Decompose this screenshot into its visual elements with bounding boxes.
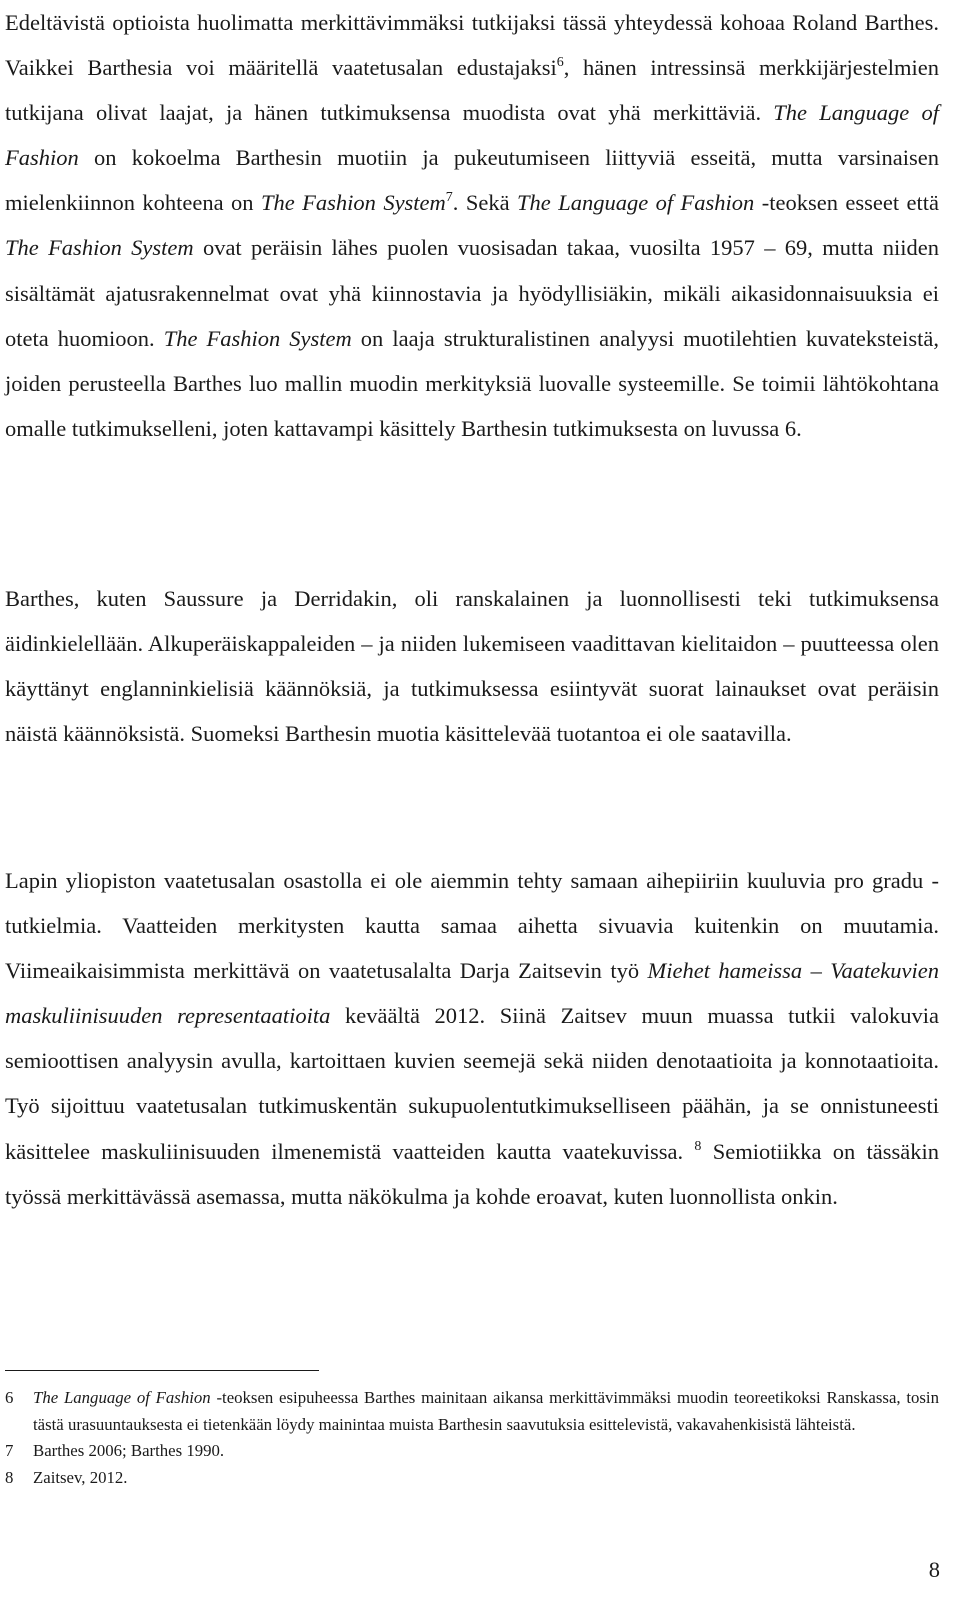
body-paragraph-2 — [5, 576, 939, 756]
footnote-text — [33, 1468, 127, 1487]
text-run: -teoksen esseet että — [754, 190, 939, 216]
footnote-8 — [5, 1465, 939, 1492]
text-run: . Sekä — [452, 190, 518, 216]
body-paragraph-1 — [5, 0, 939, 451]
text-run: -teoksen esipuheessa Barthes mainitaan aikansa merkittävimmäksi muodin teoreetikoksi Ranskassa, tosin tästä urasuuntauksesta ei tietenkään löydy mainintaa muista Barthesin saavutuksia esittelevistä, vakavahenkisistä lähteistä. — [33, 1388, 939, 1434]
text-run: Lapin yliopiston vaatetusalan osastolla ei ole aiemmin tehty samaan aihepiiriin kuuluvia pro gradu -tutkielmia. Vaatteiden merkitysten kautta samaa aihetta sivuavia kuitenkin on muutamia. Viimeaikaisimmista merkittävä on vaatetusalalta Darja Zaitsevin työ — [5, 868, 939, 984]
italic-title: The Language of Fashion — [5, 100, 939, 171]
footnote-number: 7 — [5, 1441, 14, 1460]
footnote-number: 8 — [5, 1467, 14, 1487]
footnote-text — [33, 1388, 939, 1434]
italic-title: The Fashion System — [260, 190, 446, 216]
text-run: keväältä 2012. Siinä Zaitsev muun muassa tutkii valokuvia semioottisen analyysin avulla, kartoittaen kuvien seemejä sekä niiden denotaatioita ja konnotaatioita. Työ sijoittuu vaatetusalan tutkimuskentän sukupuolentutkimukselliseen päähän, ja se onnistuneesti käsittelee maskuliinisuuden ilmenemistä vaatteiden kautta vaatekuvissa. — [5, 1003, 939, 1164]
text-run: Edeltävistä optioista huolimatta merkittävimmäksi tutkijaksi tässä yhteydessä kohoaa Roland Barthes. Vaikkei Barthesia voi määritellä vaatetusalan edustajaksi — [5, 10, 939, 81]
text-run: on laaja strukturalistinen analyysi muotilehtien kuvateksteistä, joiden perusteella Barthes luo mallin muodin merkityksiä luovalle systeemille. Se toimii lähtökohtana omalle tutkimukselleni, joten kattavampi käsittely Barthesin tutkimuksesta on luvussa 6. — [5, 325, 939, 441]
footnote-7 — [5, 1438, 939, 1465]
footnote-text — [33, 1441, 224, 1460]
footnote-reference: 7 — [445, 190, 453, 206]
text-run: Semiotiikka on tässäkin työssä merkittävässä asemassa, mutta näkökulma ja kohde eroavat, kuten luonnollista onkin. — [5, 1138, 939, 1209]
footnote-6 — [5, 1385, 939, 1438]
italic-title: The Language of Fashion — [33, 1388, 211, 1407]
footnote-number: 6 — [5, 1388, 14, 1407]
italic-title: The Language of Fashion — [517, 190, 755, 216]
text-run: Zaitsev, 2012. — [33, 1467, 128, 1487]
footnote-reference: 6 — [556, 55, 564, 71]
text-run: ovat peräisin lähes puolen vuosisadan takaa, vuosilta 1957 – 69, mutta niiden sisältämät ajatusrakennelmat ovat yhä kiinnostavia ja hyödyllisiäkin, mikäli aikasidonnaisuuksia ei oteta huomioon. — [5, 235, 940, 351]
text-run: on kokoelma Barthesin muotiin ja pukeutumiseen liittyviä esseitä, mutta varsinaisen mielenkiinnon kohteena on — [5, 145, 939, 216]
text-run: Barthes, kuten Saussure ja Derridakin, oli ranskalainen ja luonnollisesti teki tutkimuksensa äidinkielellään. Alkuperäiskappaleiden – ja niiden lukemiseen vaadittavan kielitaidon – puutteessa olen käyttänyt englanninkielisiä käännöksiä, ja tutkimuksessa esiintyvät suorat lainaukset ovat peräisin näistä käännöksistä. Suomeksi Barthesin muotia käsittelevää tuotantoa ei ole saatavilla. — [5, 586, 939, 747]
text-run: , hänen intressinsä merkkijärjestelmien tutkijana olivat laajat, ja hänen tutkimuksensa muodista ovat yhä merkittäviä. — [5, 55, 939, 126]
page-number: 8 — [928, 1557, 940, 1582]
body-paragraph-3 — [5, 858, 939, 1219]
italic-title: The Fashion System — [163, 325, 352, 351]
text-run: Barthes 2006; Barthes 1990. — [33, 1441, 225, 1460]
italic-title: Miehet hameissa – Vaatekuvien maskuliinisuuden representaatioita — [5, 958, 939, 1029]
italic-title: The Fashion System — [5, 235, 194, 261]
footnotes — [5, 1385, 939, 1491]
footnote-reference: 8 — [694, 1138, 702, 1154]
footnote-separator — [5, 1370, 319, 1371]
